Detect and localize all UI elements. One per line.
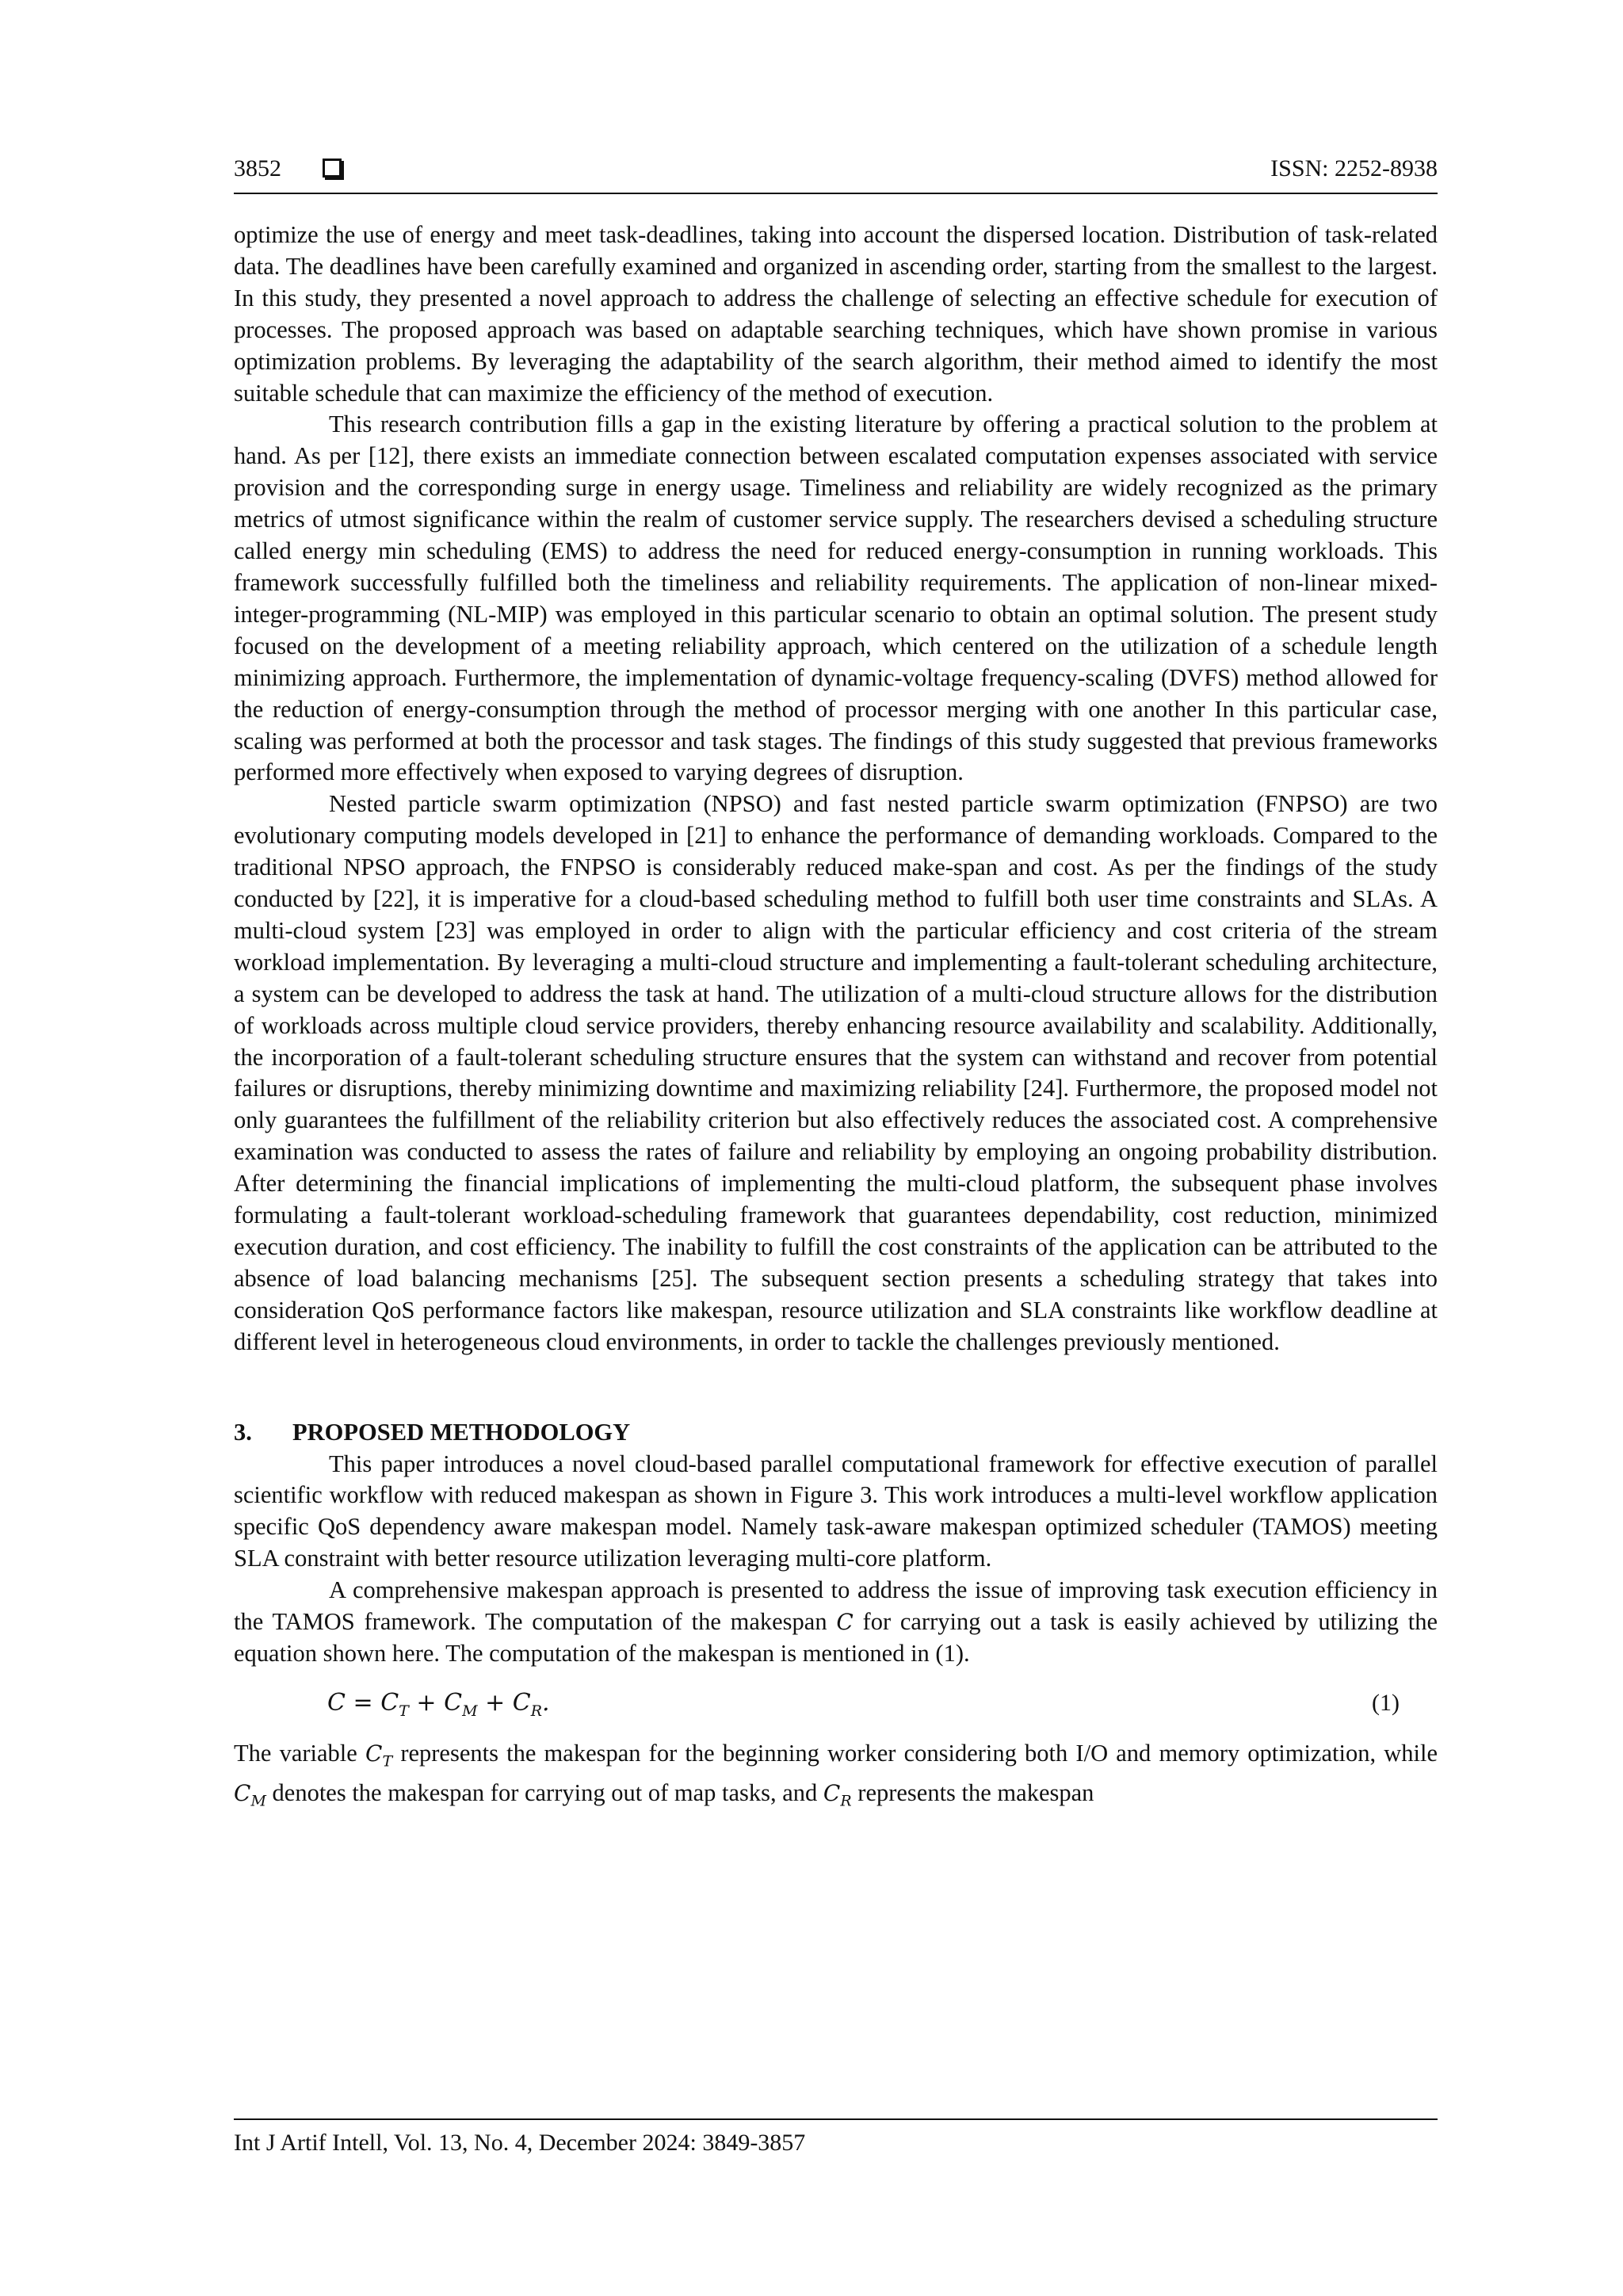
equation-number: (1) (1372, 1689, 1400, 1716)
paragraph-1: optimize the use of energy and meet task-deadlines, taking into account the dispersed location. Distribution of task-related data. The deadlines have been carefully examined and organized in ascending order, starting from the smallest to the largest. In this study, they presented a novel approach to address the challenge of selecting an effective schedule for execution of processes. The proposed approach was based on adaptable searching techniques, which have shown promise in various optimization problems. By leveraging the adaptability of the search algorithm, their method aimed to identify the most suitable schedule that can maximize the efficiency of the method of execution. (234, 221, 1438, 407)
math-var-ct: $C_T$ (365, 1740, 393, 1771)
paragraph-5: A comprehensive makespan approach is presented to address the issue of improving task execution efficiency in the TAMOS framework. The computation of the makespan C for carrying out a task is easily achieved by utilizing the equation shown here. The computation of the makespan is mentioned in (1). (234, 1576, 1438, 1667)
running-header (234, 155, 1438, 195)
math-var-cr: $C_R$ (823, 1780, 852, 1810)
page-number: 3852 (234, 155, 281, 181)
issn-label: ISSN: 2252-8938 (1270, 155, 1438, 181)
section-number: 3. (234, 1418, 252, 1446)
paragraph-4: This paper introduces a novel cloud-based parallel computational framework for effective execution of parallel scientific workflow with reduced makespan as shown in Figure 3. This work introduces a multi-level workflow application specific QoS dependency aware makespan model. Namely task-aware makespan optimized scheduler (TAMOS) meeting SLA constraint with better resource utilization leveraging multi-core platform. (234, 1450, 1438, 1572)
paragraph-2: This research contribution fills a gap in the existing literature by offering a practical solution to the problem at hand. As per [12], there exists an immediate connection between escalated computation expenses associated with service provision and the corresponding surge in energy usage. Timeliness and reliability are widely recognized as the primary metrics of utmost significance within the realm of customer service supply. The researchers devised a scheduling structure called energy min scheduling (EMS) to address the need for reduced energy-consumption in running workloads. This framework successfully fulfilled both the timeliness and reliability requirements. The application of non-linear mixed-integer-programming (NL-MIP) was employed in this particular scenario to obtain an optimal solution. The present study focused on the development of a meeting reliability approach, which centered on the utilization of a schedule length minimizing approach. Furthermore, the implementation of dynamic-voltage frequency-scaling (DVFS) method allowed for the reduction of energy-consumption through the method of processor merging with one another In this particular case, scaling was performed at both the processor and task stages. The findings of this study suggested that previous frameworks performed more effectively when exposed to varying degrees of disruption. (234, 411, 1438, 786)
square-bullet-icon (323, 159, 342, 178)
paragraph-3: Nested particle swarm optimization (NPSO) and fast nested particle swarm optimization (FNPSO) are two evolutionary computing models developed in [21] to enhance the performance of demanding workloads. Compared to the traditional NPSO approach, the FNPSO is considerably reduced make-span and cost. As per the findings of the study conducted by [22], it is imperative for a cloud-based scheduling method to fulfill both user time constraints and SLAs. A multi-cloud system [23] was employed in order to align with the particular efficiency and cost criteria of the stream workload implementation. By leveraging a multi-cloud structure and implementing a fault-tolerant scheduling architecture, a system can be developed to address the task at hand. The utilization of a multi-cloud structure allows for the distribution of workloads across multiple cloud service providers, thereby enhancing resource availability and scalability. Additionally, the incorporation of a fault-tolerant scheduling structure ensures that the system can withstand and recover from potential failures or disruptions, thereby minimizing downtime and maximizing reliability [24]. Furthermore, the proposed model not only guarantees the fulfillment of the reliability criterion but also effectively reduces the associated cost. A comprehensive examination was conducted to assess the rates of failure and reliability by employing an ongoing probability distribution. After determining the financial implications of implementing the multi-cloud platform, the subsequent phase involves formulating a fault-tolerant workload-scheduling framework that guarantees dependability, cost reduction, minimized execution duration, and cost efficiency. The inability to fulfill the cost constraints of the application can be attributed to the absence of load balancing mechanisms [25]. The subsequent section presents a scheduling strategy that takes into consideration QoS performance factors like makespan, resource utilization and SLA constraints like workflow deadline at different level in heterogeneous cloud environments, in order to tackle the challenges previously mentioned. (234, 790, 1438, 1355)
equation-1 (234, 1687, 1438, 1719)
equation-expression: $C = C_T + C_M + C_R$. (327, 1688, 550, 1720)
footer-rule (234, 2118, 1438, 2120)
footer-citation: Int J Artif Intell, Vol. 13, No. 4, December 2024: 3849-3857 (234, 2130, 806, 2156)
header-rule (234, 193, 1438, 194)
section-heading (234, 1417, 1438, 1449)
page-body (234, 220, 1438, 1818)
paragraph-6: The variable $C_T$ represents the makespan for the beginning worker considering both I/O and memory optimization, while $C_M$ denotes the makespan for carrying out of map tasks, and $C_R$ represents the makespan (234, 1739, 1438, 1810)
section-title: PROPOSED METHODOLOGY (292, 1418, 631, 1446)
math-var-cm: $C_M$ (234, 1780, 266, 1810)
math-var-c: C (836, 1609, 854, 1636)
